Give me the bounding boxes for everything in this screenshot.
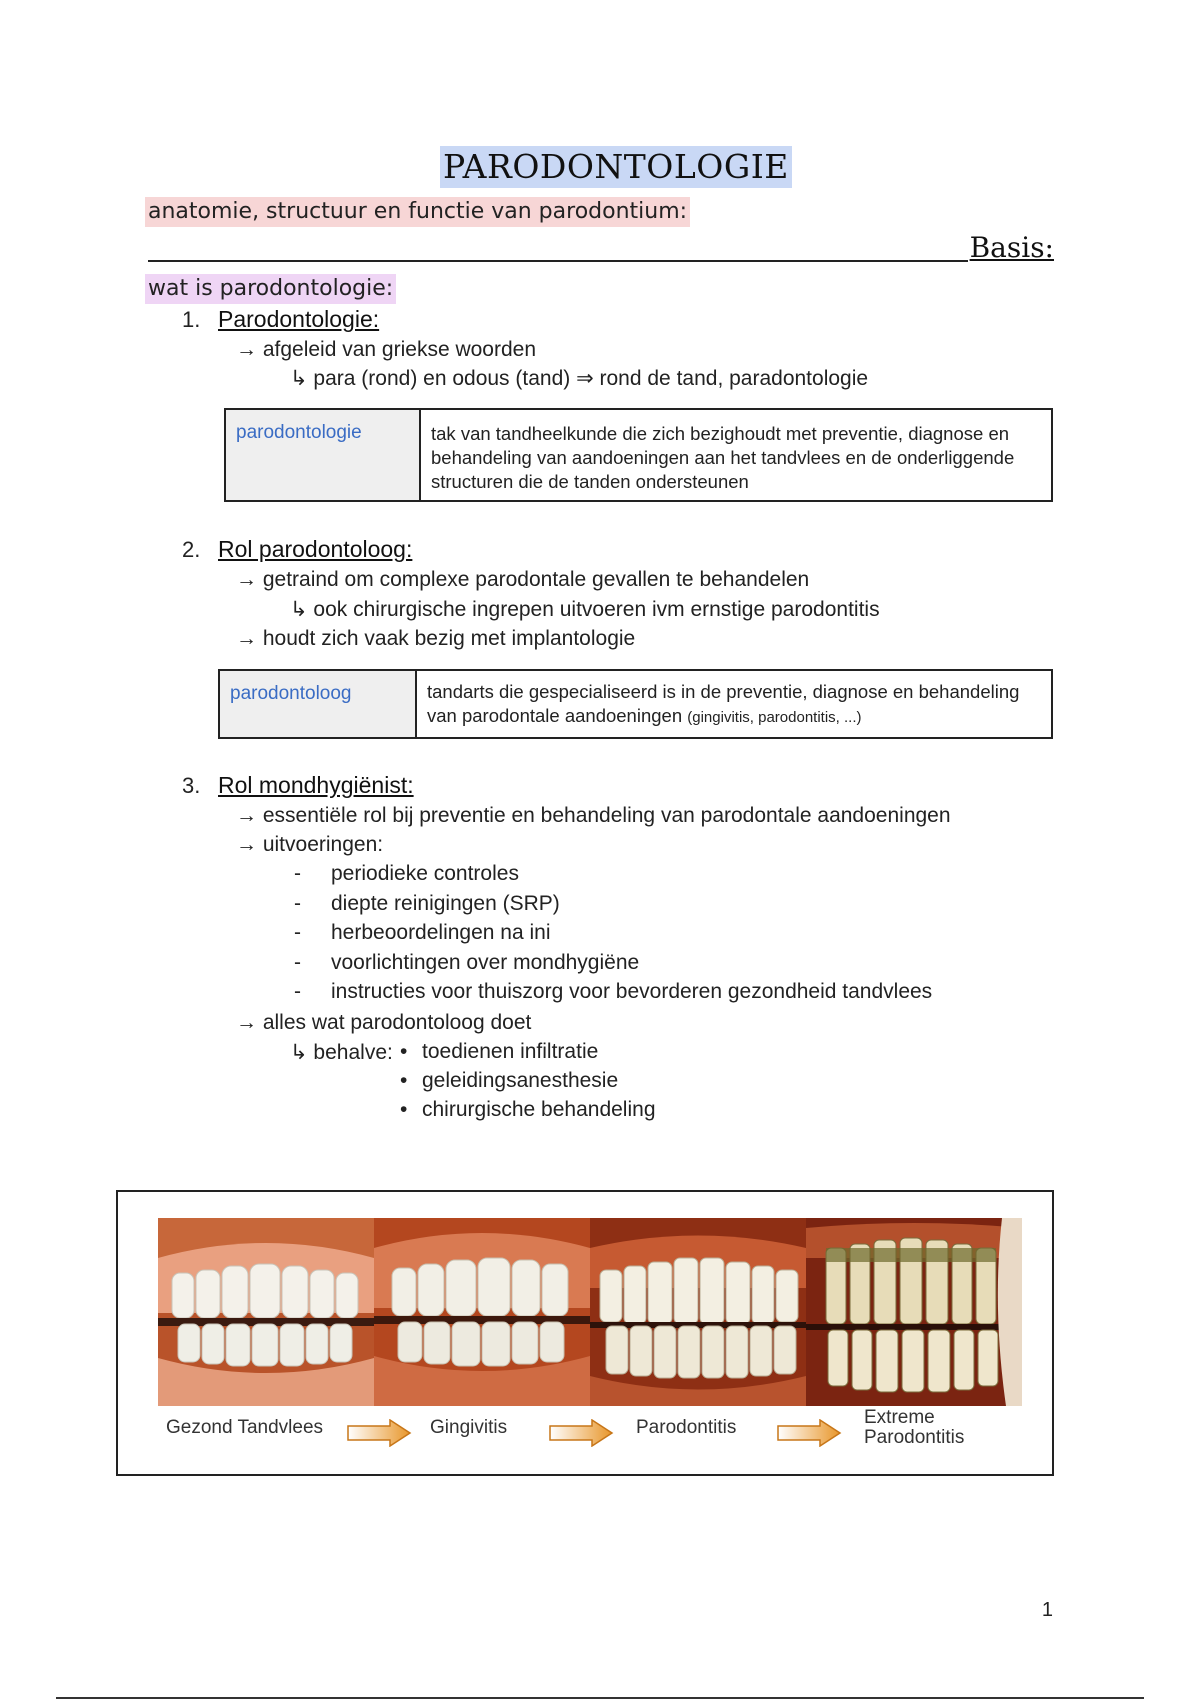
list-item: - voorlichtingen over mondhygiëne: [294, 950, 640, 974]
item-heading: Parodontologie:: [218, 306, 380, 332]
definition-term: parodontologie: [226, 410, 421, 500]
stage-label-healthy: Gezond Tandvlees: [166, 1417, 324, 1438]
text-line: → uitvoeringen:: [236, 833, 384, 856]
list-item: • toedienen infiltratie: [400, 1040, 599, 1063]
text-line: → essentiële rol bij preventie en behandeling van parodontale aandoeningen: [236, 804, 951, 827]
arrow-right-icon: [776, 1419, 842, 1447]
page-title: PARODONTOLOGIE: [440, 146, 792, 188]
text-line: → houdt zich vaak bezig met implantologie: [236, 627, 636, 650]
definition-text: tandarts die gespecialiseerd is in de preventie, diagnose en behandeling van parodontale aandoeningen: [427, 681, 1020, 726]
definition-text: tak van tandheelkunde die zich bezighoudt met preventie, diagnose en behandeling van aandoeningen aan het tandvlees en de onderliggende structuren die de tanden ondersteunen: [431, 423, 1015, 492]
exception-text: chirurgische behandeling: [422, 1098, 656, 1121]
arrow-right-icon: [346, 1419, 412, 1447]
photo-gingivitis: [374, 1218, 590, 1406]
definition-term: parodontoloog: [220, 671, 417, 737]
photo-parodontitis: [590, 1218, 806, 1406]
text-line: → getraind om complexe parodontale gevallen te behandelen: [236, 568, 810, 591]
task-text: diepte reinigingen (SRP): [331, 891, 560, 915]
task-text: herbeoordelingen na ini: [331, 921, 551, 944]
task-list: [294, 862, 932, 1010]
list-item: - instructies voor thuiszorg voor bevorderen gezondheid tandvlees: [294, 980, 933, 1003]
definition-examples: (gingivitis, parodontitis, ...): [687, 709, 862, 726]
item-heading: Rol parodontoloog:: [218, 536, 413, 562]
item-heading: Rol mondhygiënist:: [218, 772, 414, 798]
definition-text-wrap: [417, 671, 1051, 737]
section-question: wat is parodontologie:: [145, 274, 396, 304]
list-item: • geleidingsanesthesie: [400, 1069, 619, 1092]
exception-list: [400, 1040, 656, 1127]
text-line: → afgeleid van griekse woorden: [236, 338, 537, 361]
exception-text: toedienen infiltratie: [422, 1040, 599, 1063]
stage-label-parodontitis: Parodontitis: [636, 1417, 737, 1438]
item-number: 3.: [182, 773, 201, 798]
task-text: instructies voor thuiszorg voor bevorderen gezondheid tandvlees: [331, 980, 933, 1003]
task-text: voorlichtingen over mondhygiëne: [331, 950, 640, 974]
list-item: - herbeoordelingen na ini: [294, 921, 551, 944]
page-bottom-rule: [56, 1697, 1144, 1699]
item-number: 2.: [182, 537, 201, 562]
arrow-right-icon: [548, 1419, 614, 1447]
text-line: → alles wat parodontoloog doet: [236, 1011, 532, 1034]
photo-extreme-parodontitis: [806, 1218, 1022, 1406]
text-line: ↳ para (rond) en odous (tand) ⇒ rond de tand, paradontologie: [290, 367, 869, 390]
definition-box: [224, 408, 1053, 502]
basis-label: Basis:: [969, 231, 1054, 264]
except-label: ↳ behalve:: [290, 1041, 393, 1064]
underline-rule: [148, 260, 978, 262]
page-number: 1: [1041, 1599, 1053, 1621]
photo-healthy-gums: [158, 1218, 374, 1406]
list-item: • chirurgische behandeling: [400, 1098, 656, 1121]
list-item: - diepte reinigingen (SRP): [294, 891, 560, 915]
section-subtitle: anatomie, structuur en functie van parodontium:: [145, 197, 690, 227]
text-line: ↳ ook chirurgische ingrepen uitvoeren ivm ernstige parodontitis: [290, 598, 880, 621]
list-item: - periodieke controles: [294, 862, 519, 885]
exception-text: geleidingsanesthesie: [422, 1069, 619, 1092]
basis-heading-line: [148, 230, 1054, 266]
definition-box: [218, 669, 1053, 739]
stage-label-extreme: Extreme Parodontitis: [864, 1407, 965, 1448]
stage-label-gingivitis: Gingivitis: [430, 1417, 508, 1438]
item-number: 1.: [182, 307, 201, 332]
task-text: periodieke controles: [331, 862, 519, 885]
gum-disease-figure: [116, 1190, 1054, 1476]
